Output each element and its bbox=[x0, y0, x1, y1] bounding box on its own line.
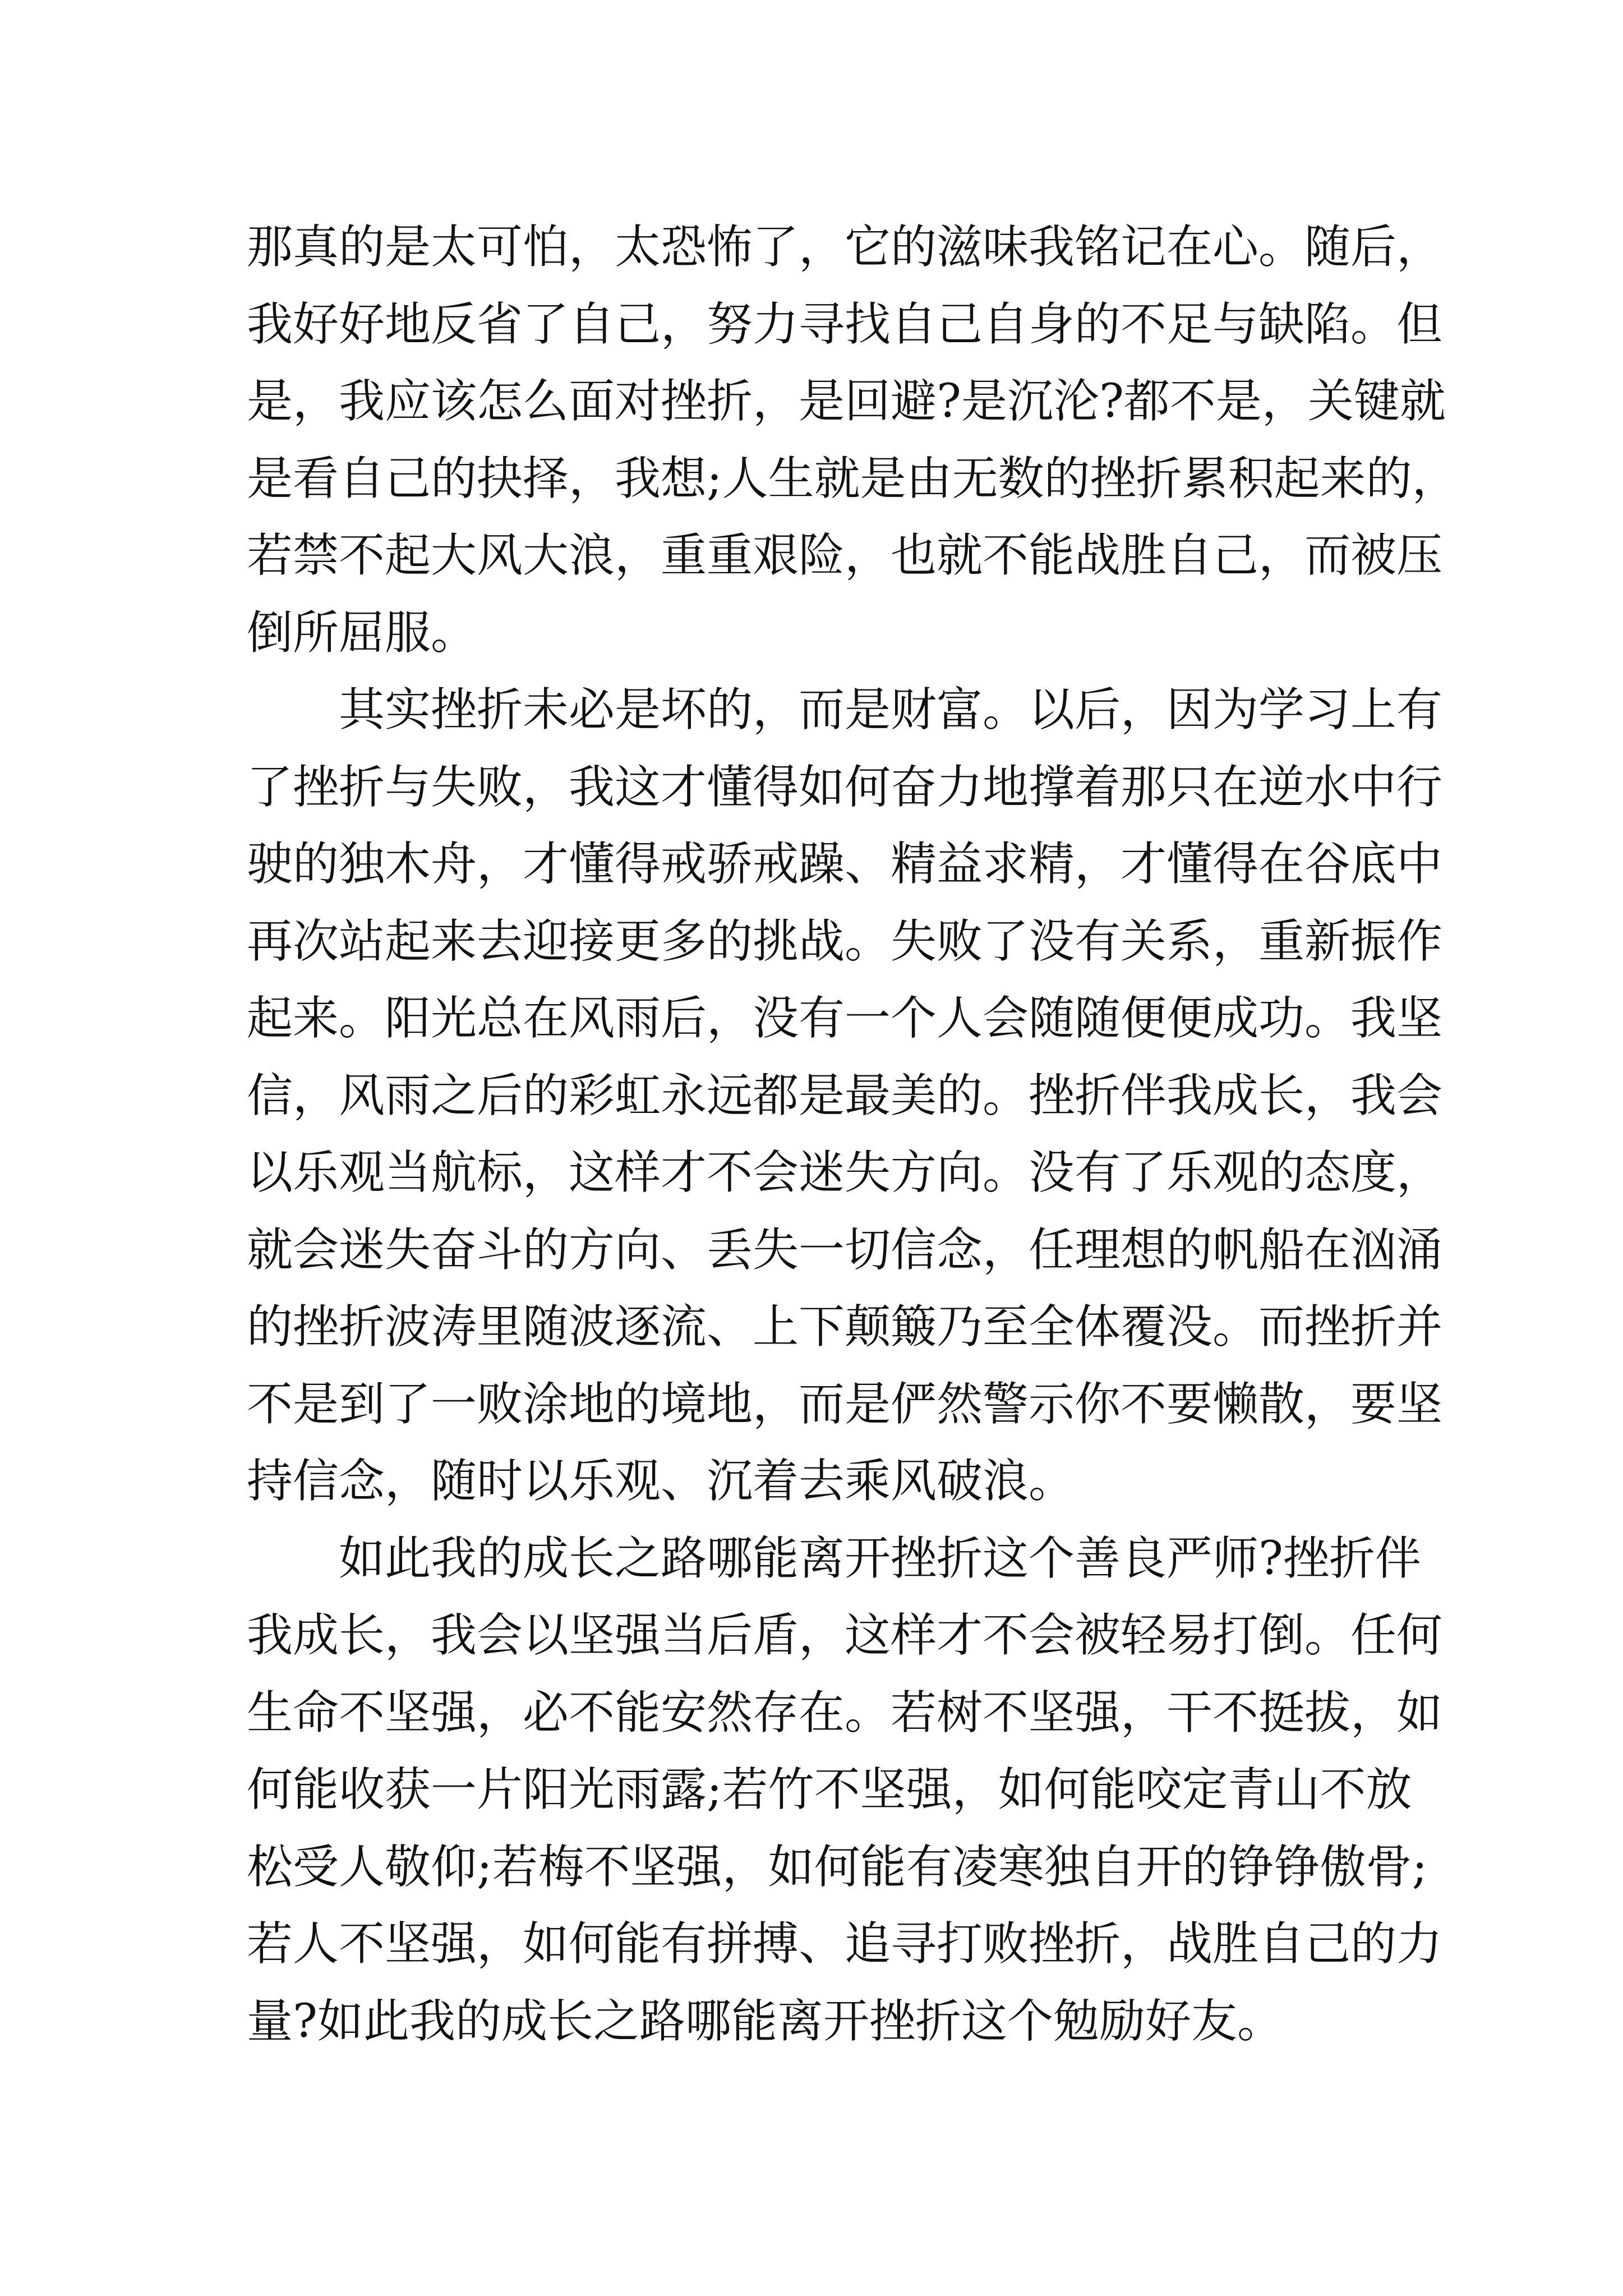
text-line: 量?如此我的成长之路哪能离开挫折这个勉励好友。 bbox=[247, 1994, 1283, 2048]
text-line: 那真的是太可怕，太恐怖了，它的滋味我铭记在心。随后， bbox=[247, 220, 1443, 274]
text-line: 起来。阳光总在风雨后，没有一个人会随随便便成功。我坚 bbox=[247, 992, 1443, 1045]
paragraph-1 bbox=[247, 209, 1458, 671]
text-line: 是看自己的抉择，我想;人生就是由无数的挫折累积起来的， bbox=[247, 452, 1458, 505]
text-line: 再次站起来去迎接更多的挑战。失败了没有关系，重新振作 bbox=[247, 914, 1443, 968]
text-line: 若人不坚强，如何能有拼搏、追寻打败挫折，战胜自己的力 bbox=[247, 1917, 1443, 1971]
text-line: 持信念，随时以乐观、沉着去乘风破浪。 bbox=[247, 1455, 1075, 1508]
text-line: 若禁不起大风大浪，重重艰险，也就不能战胜自己，而被压 bbox=[247, 529, 1443, 582]
text-line: 如此我的成长之路哪能离开挫折这个善良严师?挫折伴 bbox=[339, 1531, 1421, 1585]
text-line: 何能收获一片阳光雨露;若竹不坚强，如何能咬定青山不放 bbox=[247, 1763, 1412, 1816]
text-line: 我成长，我会以坚强当后盾，这样才不会被轻易打倒。任何 bbox=[247, 1609, 1443, 1662]
text-line: 我好好地反省了自己，努力寻找自己自身的不足与缺陷。但 bbox=[247, 297, 1443, 351]
text-line: 松受人敬仰;若梅不坚强，如何能有凌寒独自开的铮铮傲骨; bbox=[247, 1840, 1428, 1894]
text-line: 就会迷失奋斗的方向、丢失一切信念，任理想的帆船在汹涌 bbox=[247, 1223, 1443, 1277]
text-line: 生命不坚强，必不能安然存在。若树不坚强，干不挺拔，如 bbox=[247, 1686, 1443, 1740]
text-line: 其实挫折未必是坏的，而是财富。以后，因为学习上有 bbox=[339, 683, 1443, 737]
text-line: 以乐观当航标，这样才不会迷失方向。没有了乐观的态度， bbox=[247, 1146, 1443, 1199]
text-line: 是，我应该怎么面对挫折，是回避?是沉沦?都不是，关键就 bbox=[247, 375, 1446, 428]
text-line: 了挫折与失败，我这才懂得如何奋力地撑着那只在逆水中行 bbox=[247, 760, 1443, 814]
text-line: 倒所屈服。 bbox=[247, 606, 477, 660]
paragraph-3 bbox=[247, 1520, 1443, 2060]
text-line: 驶的独木舟，才懂得戒骄戒躁、精益求精，才懂得在谷底中 bbox=[247, 838, 1443, 891]
text-line: 的挫折波涛里随波逐流、上下颠簸乃至全体覆没。而挫折并 bbox=[247, 1300, 1443, 1354]
paragraph-2 bbox=[247, 671, 1443, 1520]
text-line: 信，风雨之后的彩虹永远都是最美的。挫折伴我成长，我会 bbox=[247, 1069, 1443, 1122]
text-line: 不是到了一败涂地的境地，而是俨然警示你不要懒散，要坚 bbox=[247, 1377, 1443, 1431]
document-body bbox=[247, 209, 1458, 2060]
